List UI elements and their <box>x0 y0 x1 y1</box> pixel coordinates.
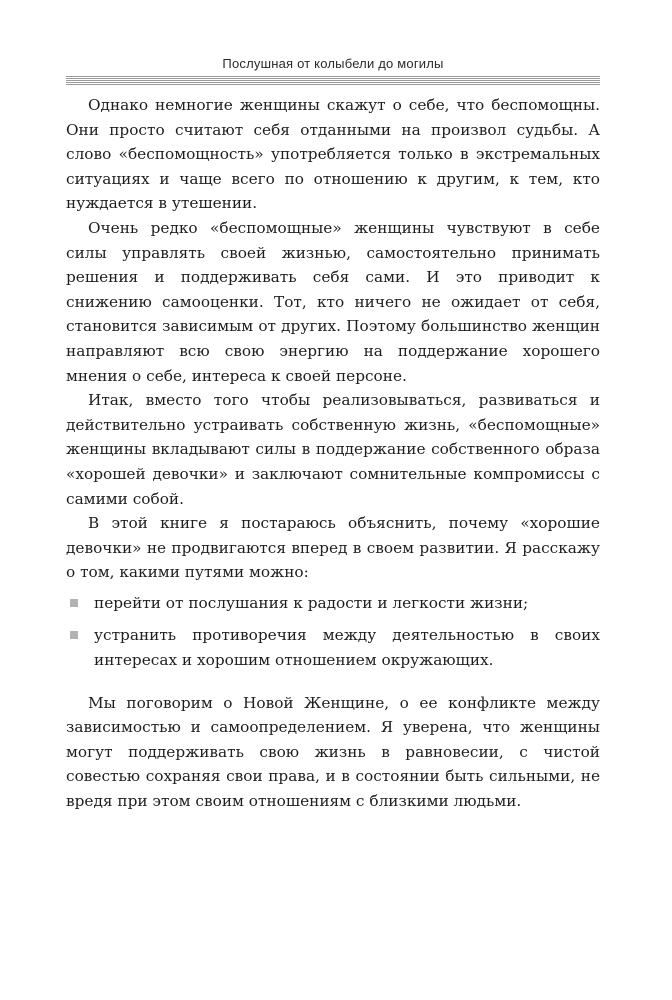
list-item <box>66 623 600 672</box>
list-item <box>66 591 600 616</box>
running-title: Послушная от колыбели до могилы <box>222 56 444 71</box>
body-paragraph: Итак, вместо того чтобы реализовываться, развиваться и действительно устраивать собственную жизнь, «беспомощные» женщины вкладывают силы в поддержание собственного образа «хорошей девочки» и заключают сомнительные компромиссы с самими собой. <box>66 391 600 508</box>
body-paragraph: Очень редко «беспомощные» женщины чувствуют в себе силы управлять своей жизнью, самостоятельно принимать решения и поддерживать себя сами. И это приводит к снижению самооценки. Тот, кто ничего не ожидает от себя, становится зависимым от других. Поэтому большинство женщин направляют всю свою энергию на поддержание хорошего мнения о себе, интереса к своей персоне. <box>66 218 600 385</box>
square-bullet-icon <box>70 631 78 639</box>
body-paragraph: В этой книге я постараюсь объяснить, почему «хорошие девочки» не продвигаются вперед в своем развитии. Я расскажу о том, какими путями можно: <box>66 514 600 582</box>
square-bullet-icon <box>70 599 78 607</box>
bullet-list <box>66 591 600 673</box>
header-rule <box>66 76 600 85</box>
list-item-text: перейти от послушания к радости и легкости жизни; <box>94 593 529 612</box>
page-body <box>66 93 600 814</box>
list-item-text: устранить противоречия между деятельностью в своих интересах и хорошим отношением окружающих. <box>94 626 600 670</box>
body-paragraph: Мы поговорим о Новой Женщине, о ее конфликте между зависимостью и самоопределением. Я уверена, что женщины могут поддерживать свою жизнь в равновесии, с чистой совестью сохраняя свои права, и в состоянии быть сильными, не вредя при этом своим отношениям с близкими людьми. <box>66 693 600 811</box>
body-paragraph: Однако немногие женщины скажут о себе, что беспомощны. Они просто считают себя отданными на произвол судьбы. А слово «беспомощность» употребляется только в экстремальных ситуациях и чаще всего по отношению к другим, к тем, кто нуждается в утешении. <box>66 96 600 213</box>
